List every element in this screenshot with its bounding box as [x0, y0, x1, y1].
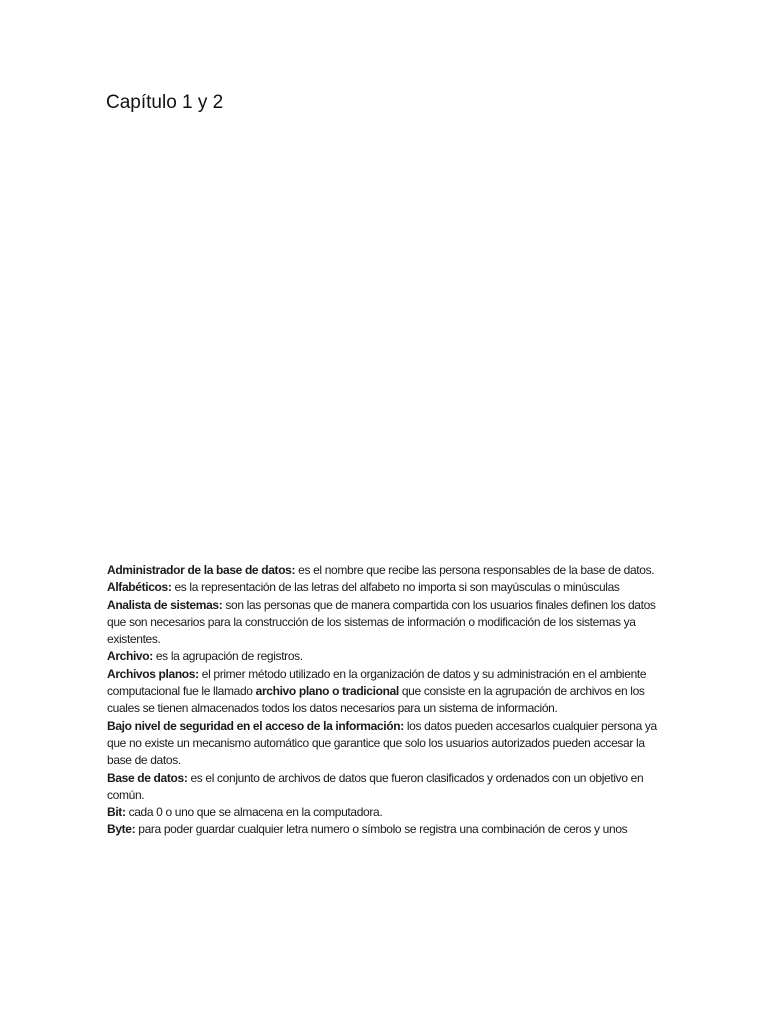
- glossary-term: Alfabéticos:: [107, 580, 172, 595]
- glossary-definition-emphasis: archivo plano o tradicional: [255, 684, 399, 699]
- glossary-definition: son las personas que de manera compartida con los usuarios finales definen los datos que son necesarios para la construcción de los sistemas de información o modificación de los sistemas ya existentes.: [107, 597, 656, 647]
- glossary-term: Base de datos:: [107, 770, 188, 785]
- glossary-entry: [107, 579, 667, 596]
- glossary-definition: es el conjunto de archivos de datos que fueron clasificados y ordenados con un objetivo en común.: [107, 770, 644, 802]
- glossary-term: Byte:: [107, 822, 136, 837]
- glossary-entry: [107, 597, 667, 649]
- glossary-definition: para poder guardar cualquier letra numero o símbolo se registra una combinación de ceros y unos: [135, 822, 628, 837]
- glossary-entry: [107, 718, 667, 770]
- glossary-entry: [107, 804, 667, 821]
- glossary-term: Bit:: [107, 805, 126, 820]
- glossary-term: Bajo nivel de seguridad en el acceso de la información:: [107, 718, 404, 733]
- glossary-entry: [107, 770, 667, 805]
- glossary-term: Administrador de la base de datos:: [107, 563, 296, 577]
- glossary-entry: [107, 562, 667, 579]
- glossary-entry: [107, 648, 667, 665]
- glossary-definition: los datos pueden accesarlos cualquier persona ya que no existe un mecanismo automático que garantice que solo los usuarios autorizados pueden accesar la base de datos.: [107, 718, 657, 768]
- glossary-entry: [107, 821, 667, 838]
- glossary-term: Archivo:: [107, 649, 153, 664]
- glossary-definition: es el nombre que recibe las persona responsables de la base de datos.: [295, 563, 655, 577]
- glossary-definition: es la representación de las letras del alfabeto no importa si son mayúsculas o minúsculas: [171, 580, 620, 595]
- glossary-definition: cada 0 o uno que se almacena en la computadora.: [125, 805, 383, 820]
- glossary-definition: es la agrupación de registros.: [152, 649, 303, 664]
- glossary-term: Analista de sistemas:: [107, 597, 223, 612]
- glossary-list: [107, 562, 667, 839]
- glossary-definition: que consiste en la agrupación de archivos en los cuales se tienen almacenados todos los datos necesarios para un sistema de información.: [107, 684, 645, 716]
- glossary-definition: el primer método utilizado en la organización de datos y su administración en el ambiente computacional fue le llamado: [107, 666, 647, 699]
- glossary-entry: [107, 666, 667, 718]
- page-title: Capítulo 1 y 2: [106, 92, 224, 113]
- glossary-term: Archivos planos:: [107, 666, 199, 681]
